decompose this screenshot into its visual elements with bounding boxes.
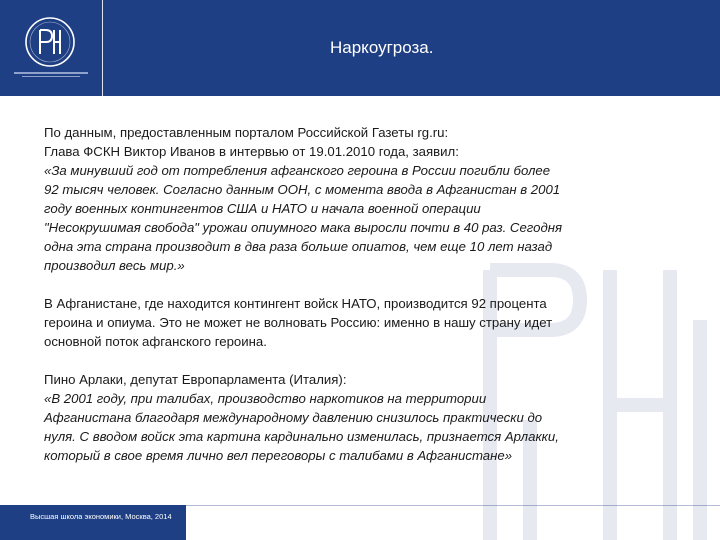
source-line: По данным, предоставленным порталом Российской Газеты rg.ru: bbox=[44, 125, 449, 140]
paragraph-gap bbox=[44, 275, 564, 294]
ivanov-quote: «За минувший год от потребления афганского героина в России погибли более 92 тысяч человек. Согласно данным ООН, с момента ввода в Афганистан в 2001 году военных контингентов США и НАТО и начала военной операции "Несокрушимая свобода" урожаи опиумного мака выросли почти в 40 раз. Сегодня одна эта страна производит в два раза больше опиатов, чем еще 10 лет назад производил весь мир.» bbox=[44, 163, 563, 273]
slide-title: Наркоугроза. bbox=[330, 38, 434, 57]
logo-caption-sub bbox=[22, 76, 80, 77]
footer-rule bbox=[186, 505, 720, 506]
header-divider bbox=[102, 0, 103, 96]
footer-bar bbox=[0, 505, 186, 540]
arlacchi-attribution: Пино Арлаки, депутат Европарламента (Италия): bbox=[44, 372, 347, 387]
statement-line: Глава ФСКН Виктор Иванов в интервью от 19.01.2010 года, заявил: bbox=[44, 144, 459, 159]
slide-body bbox=[44, 123, 564, 465]
arlacchi-quote: «В 2001 году, при талибах, производство наркотиков на территории Афганистана благодаря международному давлению снизилось практически до нуля. С вводом войск эта картина кардинально изменилась, признается Арлакки, который в свое время лично вел переговоры с талибами в Афганистане» bbox=[44, 391, 559, 463]
logo-caption bbox=[14, 72, 88, 74]
header-bar bbox=[0, 0, 720, 96]
paragraph-gap bbox=[44, 351, 564, 370]
nato-paragraph: В Афганистане, где находится контингент войск НАТО, производится 92 процента героина и опиума. Это не может не волновать Россию: именно в нашу страну идет основной поток афганского героина. bbox=[44, 296, 553, 349]
footer-text: Высшая школа экономики, Москва, 2014 bbox=[30, 512, 172, 521]
